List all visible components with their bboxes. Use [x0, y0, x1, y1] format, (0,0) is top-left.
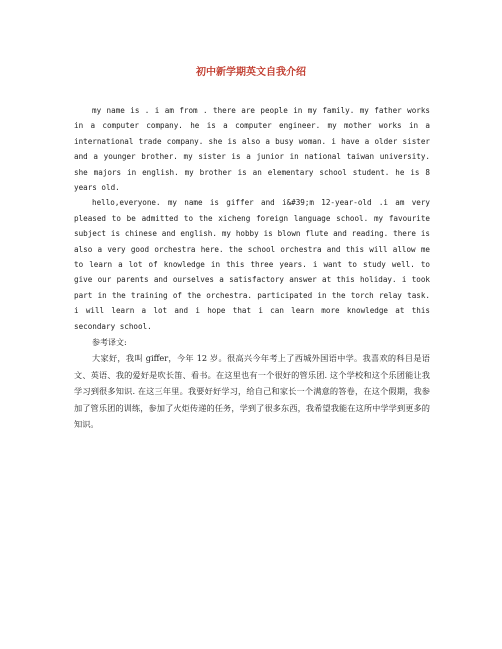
translation-label: 参考译文: — [92, 338, 127, 348]
chinese-translation-paragraph: 大家好，我叫 giffer，今年 12 岁。很高兴今年考上了西城外国语中学。我喜欢的科目是语文、英语、我的爱好是吹长笛、看书。在这里也有一个很好的管乐团. 这个学校和这个乐团能让我学习到很多知识. 在这三年里。我要好好学习，给自己和家长一个满意的答卷，在这个假期，我参加了管乐团的训练，参加了火炬传递的任务，学到了很多东西，我希望我能在这所中学学到更多的知识。 — [74, 353, 430, 430]
english-paragraph-1: my name is . i am from . there are people in my family. my father works in a computer company. he is a computer engineer. my mother works in a international trade company. she is also a busy woman. i have a older sister and a younger brother. my sister is a junior in national taiwan university. she majors in english. my brother is an elementary school student. he is 8 years old. — [74, 106, 430, 193]
english-paragraph-2: hello,everyone. my name is giffer and i&#39;m 12-year-old .i am very pleased to be admitted to the xicheng foreign language school. my favourite subject is chinese and english. my hobby is blown flute and reading. there is also a very good orchestra here. the school orchestra and this will allow me to learn a lot of knowledge in this three years. i want to study well. to give our parents and ourselves a satisfactory answer at this holiday. i took part in the training of the orchestra. participated in the torch relay task. i will learn a lot and i hope that i can learn more knowledge at this secondary school. — [74, 198, 430, 331]
document-body — [74, 103, 430, 433]
document-title: 初中新学期英文自我介绍 — [196, 67, 306, 78]
